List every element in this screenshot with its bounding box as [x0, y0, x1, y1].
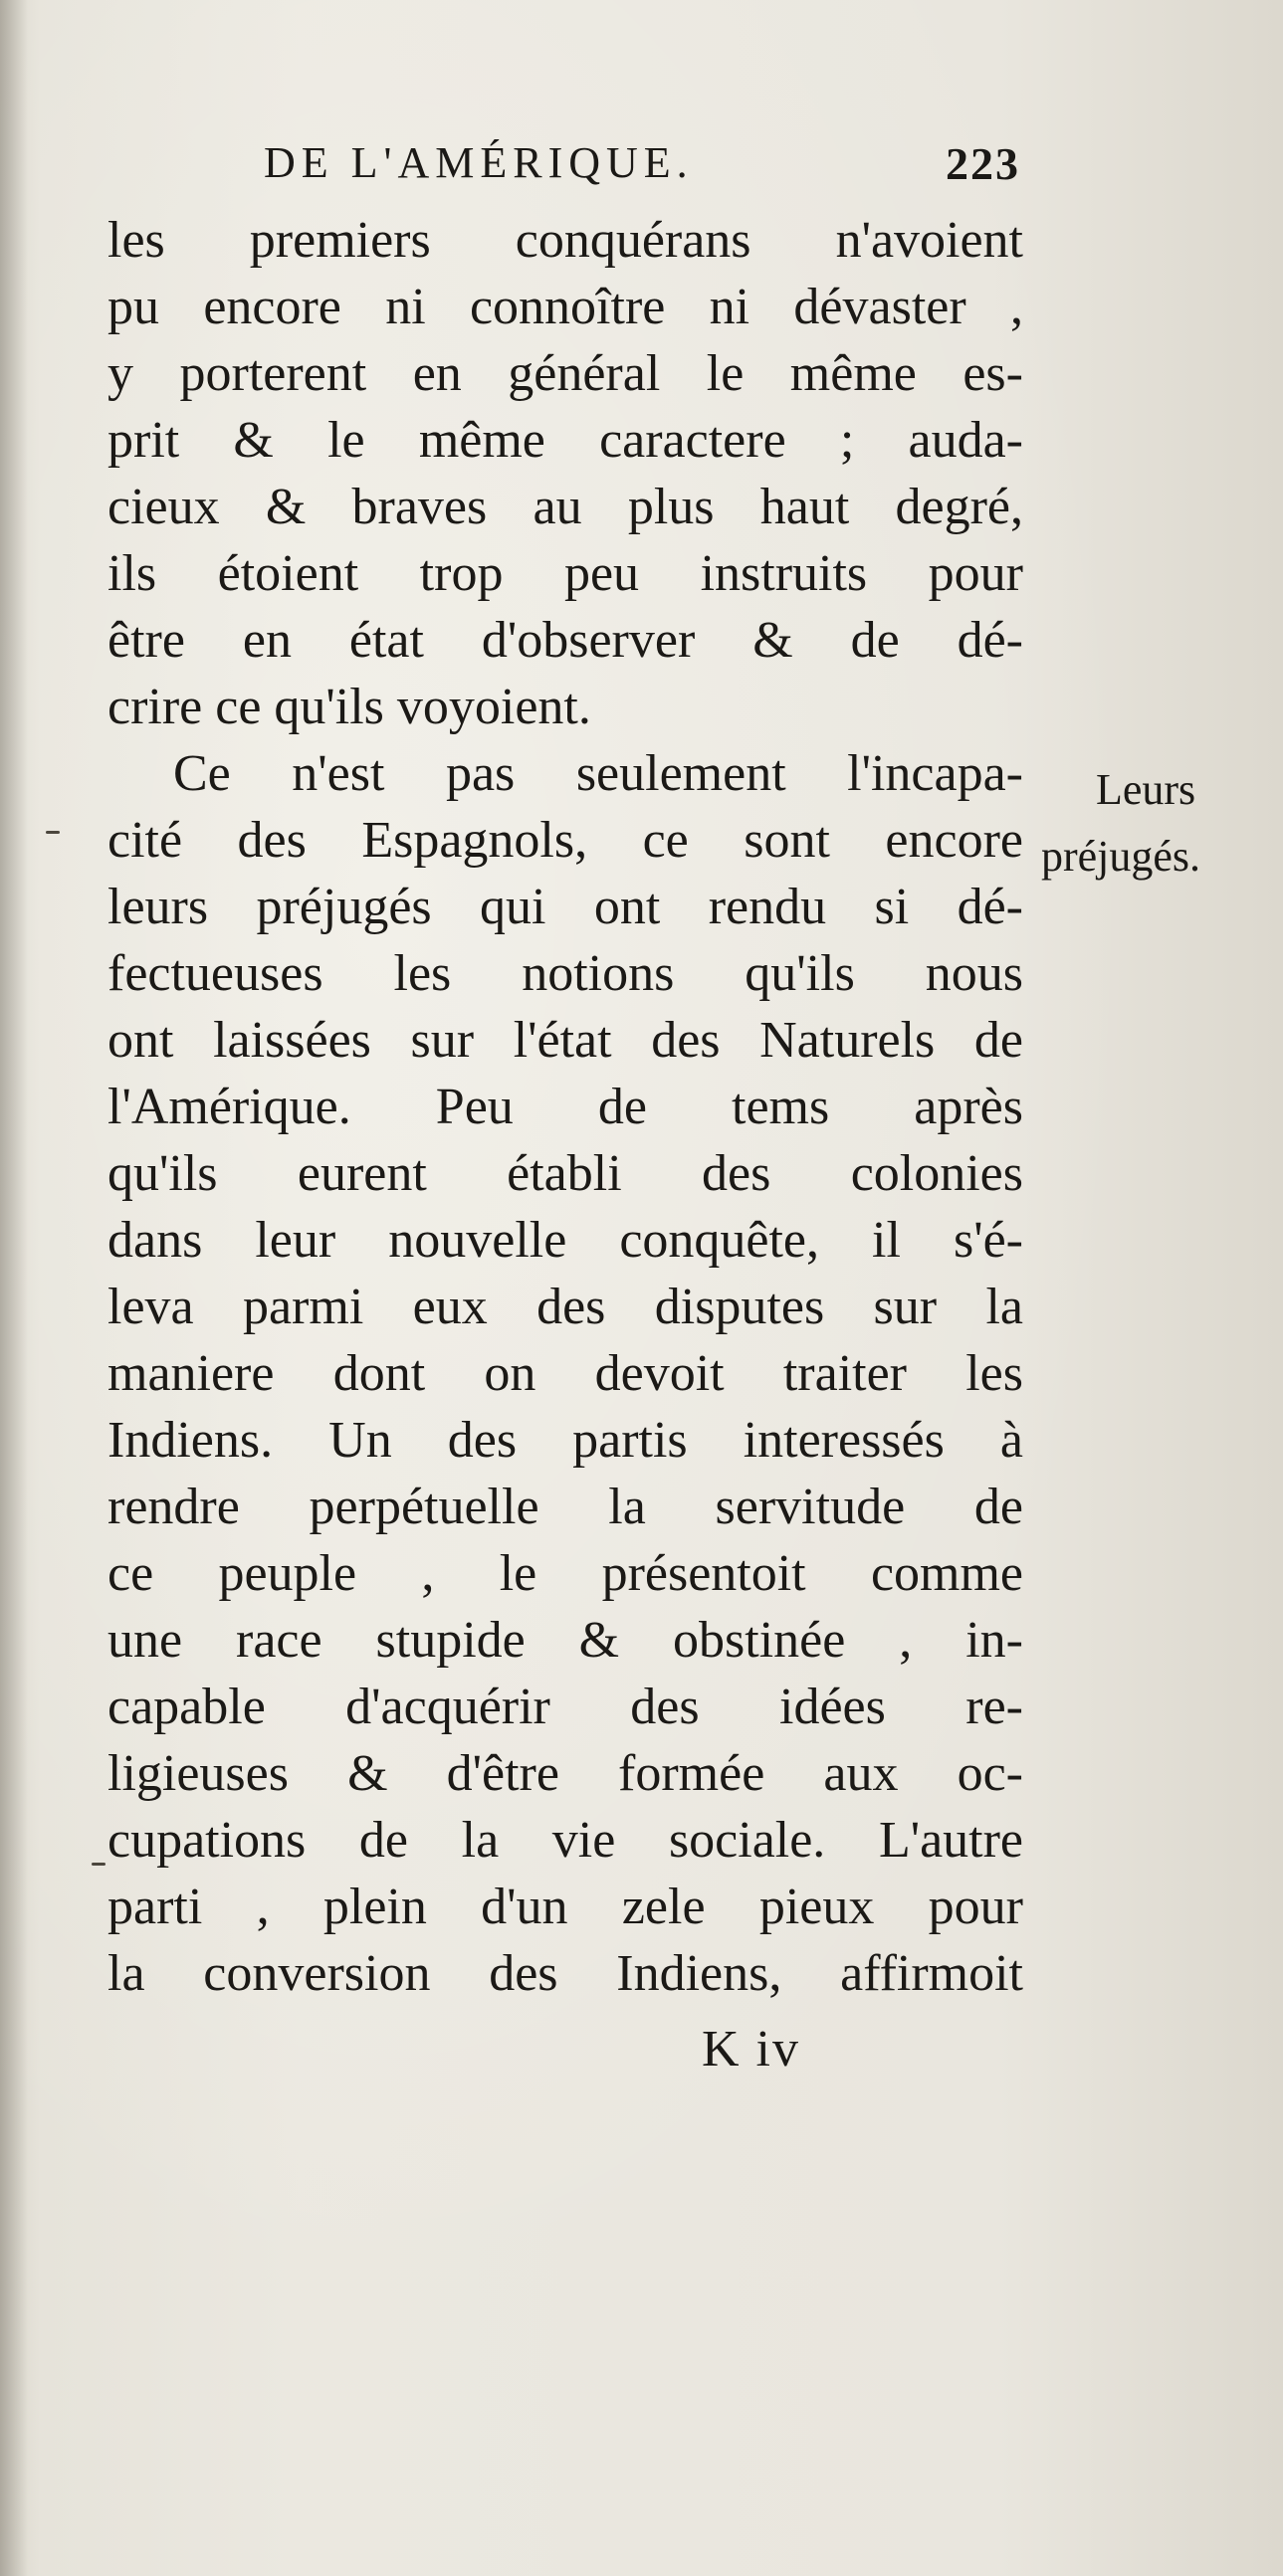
text-line: une race stupide & obstinée , in- [107, 1612, 1023, 1669]
text-line: qu'ils eurent établi des colonies [107, 1145, 1023, 1202]
text-line: leurs préjugés qui ont rendu si dé- [107, 879, 1023, 935]
margin-note-line: Leurs [1096, 765, 1196, 814]
text-line: Indiens. Un des partis interessés à [107, 1412, 1023, 1469]
text-line: Ce n'est pas seulement l'incapa- [173, 745, 1023, 802]
text-line: cupations de la vie sociale. L'autre [107, 1812, 1023, 1869]
body-text [107, 207, 1023, 2007]
text-line: rendre perpétuelle la servitude de [107, 1479, 1023, 1535]
text-line: capable d'acquérir des idées re- [107, 1679, 1023, 1735]
paragraph-2 [107, 740, 1023, 2007]
running-title: DE L'AMÉRIQUE. [264, 138, 694, 187]
text-line: ont laissées sur l'état des Naturels de [107, 1012, 1023, 1069]
text-line: ils étoient trop peu instruits pour [107, 545, 1023, 602]
text-line: y porterent en général le même es- [107, 345, 1023, 402]
text-line: l'Amérique. Peu de tems après [107, 1079, 1023, 1135]
spine-shadow [0, 0, 28, 2576]
margin-note-line: préjugés. [1041, 832, 1201, 881]
text-line: fectueuses les notions qu'ils nous [107, 945, 1023, 1002]
margin-note [1041, 756, 1260, 890]
ink-speck [92, 1863, 106, 1866]
text-line: crire ce qu'ils voyoient. [107, 679, 591, 735]
text-line: maniere dont on devoit traiter les [107, 1345, 1023, 1402]
text-line: parti , plein d'un zele pieux pour [107, 1879, 1023, 1935]
running-head [264, 137, 1020, 197]
page-number: 223 [946, 138, 1020, 189]
text-line: leva parmi eux des disputes sur la [107, 1279, 1023, 1335]
text-line: cieux & braves au plus haut degré, [107, 479, 1023, 535]
text-line: prit & le même caractere ; auda- [107, 412, 1023, 469]
text-line: ce peuple , le présentoit comme [107, 1545, 1023, 1602]
text-line: pu encore ni connoître ni dévaster , [107, 279, 1023, 335]
ink-speck [46, 831, 60, 834]
text-line: cité des Espagnols, ce sont encore [107, 812, 1023, 869]
paragraph-1 [107, 207, 1023, 740]
text-line: la conversion des Indiens, affirmoit [107, 1945, 1023, 2002]
text-line: les premiers conquérans n'avoient [107, 212, 1023, 269]
text-line: être en état d'observer & de dé- [107, 612, 1023, 669]
signature-mark: K iv [702, 2021, 800, 2078]
text-line: ligieuses & d'être formée aux oc- [107, 1745, 1023, 1802]
text-line: dans leur nouvelle conquête, il s'é- [107, 1212, 1023, 1269]
